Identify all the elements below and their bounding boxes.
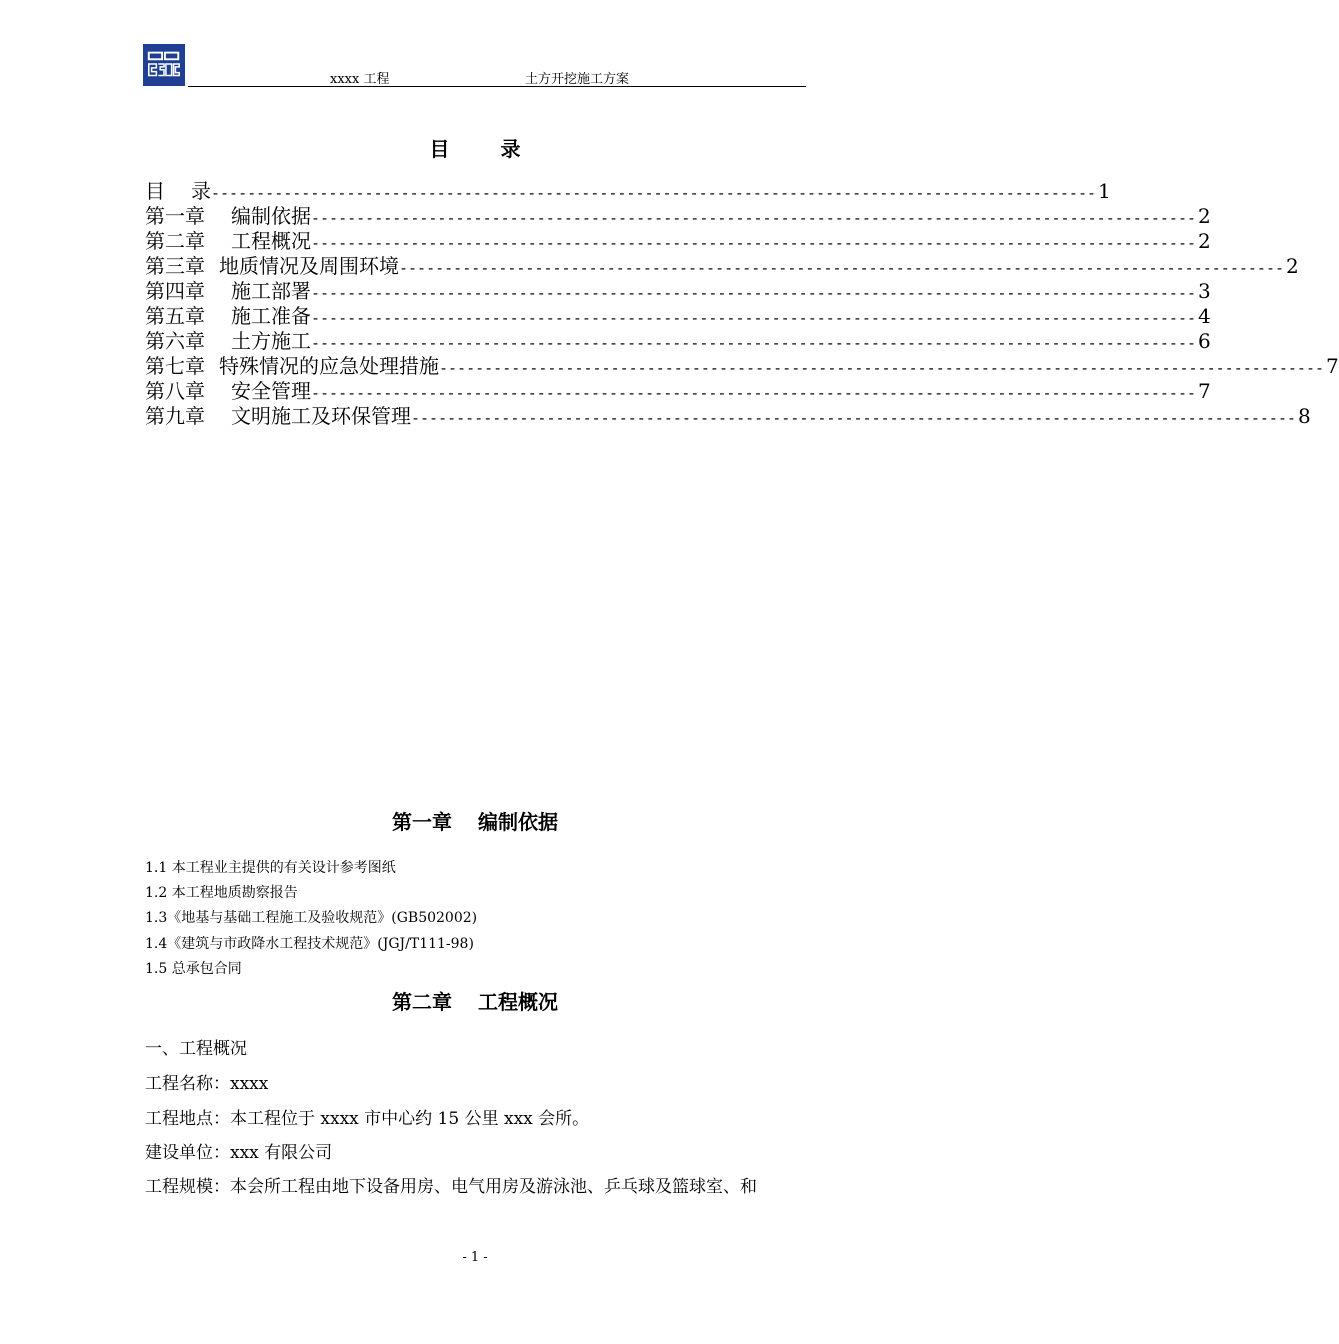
toc-title: 目 录	[429, 137, 543, 161]
reference-item: 1.4《建筑与市政降水工程技术规范》(JGJ/T111-98)	[145, 935, 474, 952]
toc-page-number: 2	[1198, 229, 1211, 253]
chapter-1-heading	[0, 806, 950, 835]
toc-page-number: 2	[1286, 254, 1299, 278]
toc-leader: --------------------------------------------------------------------------------------------------	[311, 384, 1197, 402]
toc-leader: --------------------------------------------------------------------------------------------------	[311, 334, 1197, 352]
logo-icon	[144, 45, 184, 85]
toc-chapter-number: 第四章	[145, 279, 205, 303]
toc-chapter-number: 第一章	[145, 204, 205, 228]
toc-page-number: 8	[1298, 404, 1311, 428]
toc-entry[interactable]	[145, 379, 1211, 404]
toc-entry[interactable]	[145, 229, 1211, 254]
toc-page-number: 2	[1198, 204, 1211, 228]
reference-item: 1.5 总承包合同	[145, 960, 242, 977]
company-logo	[143, 44, 185, 86]
toc-chapter-number: 第八章	[145, 379, 205, 403]
toc-page-number: 7	[1198, 379, 1211, 403]
toc-chapter-number: 目	[145, 179, 165, 203]
toc-chapter-number: 第九章	[145, 404, 205, 428]
toc-chapter-name: 录	[191, 179, 211, 203]
project-name-line: 工程名称：xxxx	[145, 1074, 269, 1094]
toc-chapter-name: 安全管理	[231, 379, 311, 403]
toc-entry[interactable]	[145, 204, 1211, 229]
toc-chapter-name: 编制依据	[231, 204, 311, 228]
toc-leader: --------------------------------------------------------------------------------------------------	[411, 409, 1297, 427]
toc-leader: --------------------------------------------------------------------------------------------------	[399, 259, 1285, 277]
toc-chapter-number: 第二章	[145, 229, 205, 253]
toc-leader: --------------------------------------------------------------------------------------------------	[439, 359, 1325, 377]
owner-line: 建设单位：xxx 有限公司	[145, 1143, 333, 1163]
toc-entry[interactable]	[145, 179, 1111, 204]
toc-leader: --------------------------------------------------------------------------------------------------	[311, 309, 1197, 327]
toc-entry[interactable]	[145, 279, 1211, 304]
toc-chapter-name: 施工准备	[231, 304, 311, 328]
toc-entry[interactable]	[145, 329, 1211, 354]
chapter-title: 编制依据	[478, 810, 558, 834]
toc-page-number: 1	[1098, 179, 1111, 203]
header-project-name: xxxx 工程	[330, 72, 390, 87]
chapter-title: 工程概况	[478, 990, 558, 1014]
chapter-number: 第一章	[392, 810, 452, 834]
chapter-number: 第二章	[392, 990, 452, 1014]
toc-entry[interactable]	[145, 404, 1311, 429]
toc-chapter-number: 第五章	[145, 304, 205, 328]
toc-page-number: 6	[1198, 329, 1211, 353]
toc-chapter-name: 施工部署	[231, 279, 311, 303]
toc-leader: --------------------------------------------------------------------------------------------------	[311, 234, 1197, 252]
toc-entry[interactable]	[145, 304, 1211, 329]
toc-chapter-number: 第六章	[145, 329, 205, 353]
toc-chapter-name: 文明施工及环保管理	[231, 404, 411, 428]
section-heading: 一、工程概况	[145, 1039, 247, 1059]
header-document-title: 土方开挖施工方案	[525, 72, 630, 87]
toc-entry[interactable]	[145, 254, 1299, 279]
table-of-contents	[145, 179, 1339, 429]
toc-entry[interactable]	[145, 354, 1339, 379]
toc-chapter-number: 第七章	[145, 354, 205, 378]
reference-list	[145, 856, 477, 982]
toc-chapter-name: 工程概况	[231, 229, 311, 253]
reference-item: 1.1 本工程业主提供的有关设计参考图纸	[145, 860, 396, 876]
toc-leader: --------------------------------------------------------------------------------------------------	[311, 284, 1197, 302]
project-location-line: 工程地点：本工程位于 xxxx 市中心约 15 公里 xxx 会所。	[145, 1109, 590, 1129]
toc-leader: --------------------------------------------------------------------------------------------------	[311, 209, 1197, 227]
toc-chapter-name: 地质情况及周围环境	[219, 254, 399, 278]
chapter-2-heading	[0, 986, 950, 1015]
toc-page-number: 4	[1198, 304, 1211, 328]
header-divider	[188, 86, 806, 87]
toc-chapter-name: 特殊情况的应急处理措施	[219, 354, 439, 378]
page-number: - 1 -	[462, 1250, 488, 1265]
toc-page-number: 3	[1198, 279, 1211, 303]
toc-chapter-number: 第三章	[145, 254, 205, 278]
toc-page-number: 7	[1326, 354, 1339, 378]
toc-leader: --------------------------------------------------------------------------------------------------	[211, 184, 1097, 202]
reference-item: 1.3《地基与基础工程施工及验收规范》(GB502002)	[145, 910, 478, 927]
reference-item: 1.2 本工程地质勘察报告	[145, 885, 298, 902]
toc-chapter-name: 土方施工	[231, 329, 311, 353]
project-scale-line: 工程规模：本会所工程由地下设备用房、电气用房及游泳池、乒乓球及篮球室、和	[145, 1177, 757, 1197]
